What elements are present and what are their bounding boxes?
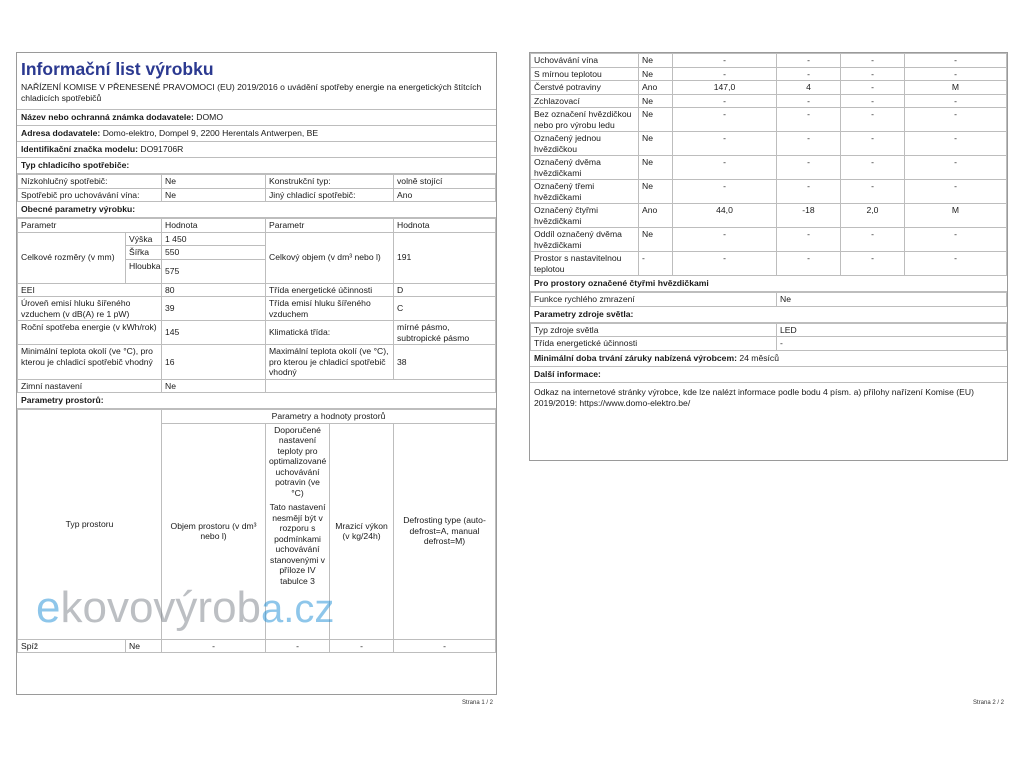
- table-row: [531, 204, 1007, 228]
- eei-label: EEI: [18, 283, 162, 297]
- comp-defrost: -: [905, 54, 1007, 68]
- comp-defrost: -: [905, 67, 1007, 81]
- light-type-label: Typ zdroje světla: [531, 323, 777, 337]
- comp-type: Oddíl označený dvěma hvězdičkami: [531, 228, 639, 252]
- col-param: Parametr: [266, 219, 394, 233]
- comp-freeze: -: [841, 54, 905, 68]
- height-value: 1 450: [162, 232, 266, 246]
- comp-freeze: -: [841, 81, 905, 95]
- compartment-heading: Parametry prostorů:: [17, 393, 496, 409]
- warranty-row: [530, 351, 1007, 367]
- wine-storage-label: Spotřebič pro uchovávání vína:: [18, 188, 162, 202]
- table-row: [531, 132, 1007, 156]
- comp-present: -: [639, 252, 673, 276]
- comp-volume: -: [673, 54, 777, 68]
- table-row: [18, 639, 496, 653]
- min-temp-label: Minimální teplota okolí (ve °C), pro kterou je chladicí spotřebič vhodný: [18, 345, 162, 380]
- supplier-address-value: Domo-elektro, Dompel 9, 2200 Herentals Antwerpen, BE: [102, 128, 319, 138]
- annual-energy-label: Roční spotřeba energie (v kWh/rok): [18, 321, 162, 345]
- width-value: 550: [162, 246, 266, 260]
- comp-temp: -: [777, 94, 841, 108]
- comp-volume: -: [673, 94, 777, 108]
- annual-energy-value: 145: [162, 321, 266, 345]
- table-row: [531, 337, 1007, 351]
- supplier-name-value: DOMO: [196, 112, 224, 122]
- comp-temp-header: [266, 423, 330, 639]
- dimensions-label: Celkové rozměry (v mm): [18, 232, 126, 283]
- comp-temp: -: [777, 156, 841, 180]
- table-row: [531, 180, 1007, 204]
- comp-defrost: M: [905, 204, 1007, 228]
- winter-label: Zimní nastavení: [18, 379, 162, 393]
- comp-type: Čerstvé potraviny: [531, 81, 639, 95]
- pantry-temp: -: [266, 639, 330, 653]
- supplier-address-label: Adresa dodavatele:: [21, 128, 101, 138]
- compartments-table: [530, 53, 1007, 276]
- comp-type: S mírnou teplotou: [531, 67, 639, 81]
- table-row: [18, 188, 496, 202]
- comp-present: Ne: [639, 180, 673, 204]
- comp-type: Zchlazovací: [531, 94, 639, 108]
- pantry-volume: -: [162, 639, 266, 653]
- comp-type: Označený čtyřmi hvězdičkami: [531, 204, 639, 228]
- pantry-present: Ne: [126, 639, 162, 653]
- noise-label: Úroveň emisí hluku šířeného vzduchem (v dB(A) re 1 pW): [18, 297, 162, 321]
- comp-present: Ne: [639, 54, 673, 68]
- watermark-main: kovovýrob: [60, 583, 262, 632]
- climate-class-label: Klimatická třída:: [266, 321, 394, 345]
- type-heading: Typ chladicího spotřebiče:: [17, 158, 496, 174]
- fast-freeze-label: Funkce rychlého zmrazení: [531, 293, 777, 307]
- comp-temp: -: [777, 108, 841, 132]
- comp-volume: -: [673, 156, 777, 180]
- comp-defrost: M: [905, 81, 1007, 95]
- four-star-heading: Pro prostory označené čtyřmi hvězdičkami: [530, 276, 1007, 292]
- comp-freeze: -: [841, 108, 905, 132]
- further-text: Odkaz na internetové stránky výrobce, kde lze nalézt informace podle bodu 4 písm. a) přílohy nařízení Komise (EU) 2019/2019: https://www.domo-elektro.be/: [534, 386, 974, 408]
- comp-present: Ne: [639, 132, 673, 156]
- comp-defrost: -: [905, 156, 1007, 180]
- regulation-subtitle: NAŘÍZENÍ KOMISE V PŘENESENÉ PRAVOMOCI (EU) 2019/2016 o uvádění spotřeby energie na energetických štítcích chladicích spotřebičů: [21, 82, 482, 103]
- comp-type: Označený třemi hvězdičkami: [531, 180, 639, 204]
- table-row: [531, 94, 1007, 108]
- table-row: [18, 283, 496, 297]
- col-value: Hodnota: [394, 219, 496, 233]
- warranty-label: Minimální doba trvání záruky nabízená výrobcem:: [534, 352, 737, 363]
- height-label: Výška: [126, 232, 162, 246]
- table-header-row: [18, 410, 496, 424]
- low-noise-value: Ne: [162, 175, 266, 189]
- comp-freeze: -: [841, 94, 905, 108]
- model-label: Identifikační značka modelu:: [21, 144, 138, 154]
- noise-class-label: Třída emisí hluku šířeného vzduchem: [266, 297, 394, 321]
- depth-value: 575: [162, 259, 266, 283]
- comp-present: Ne: [639, 156, 673, 180]
- comp-volume: 44,0: [673, 204, 777, 228]
- pantry-type: Spíž: [18, 639, 126, 653]
- table-row: [531, 323, 1007, 337]
- construction-value: volně stojící: [394, 175, 496, 189]
- table-row: [531, 108, 1007, 132]
- page-title: Informační list výrobku: [21, 59, 214, 79]
- comp-present: Ne: [639, 94, 673, 108]
- general-heading: Obecné parametry výrobku:: [17, 202, 496, 218]
- comp-present: Ne: [639, 228, 673, 252]
- comp-volume: -: [673, 228, 777, 252]
- noise-class-value: C: [394, 297, 496, 321]
- comp-temp: -: [777, 132, 841, 156]
- comp-temp-header-2: Tato nastavení nesmějí být v rozporu s podmínkami uchovávání stanovenými v příloze IV tabulce 3: [269, 502, 326, 586]
- table-row: [18, 297, 496, 321]
- volume-value: 191: [394, 232, 496, 283]
- warranty-value: 24 měsíců: [739, 352, 780, 363]
- model-value: DO91706R: [140, 144, 184, 154]
- climate-class-value: mírné pásmo, subtropické pásmo: [394, 321, 496, 345]
- type-table: [17, 174, 496, 202]
- max-temp-value: 38: [394, 345, 496, 380]
- comp-defrost: -: [905, 180, 1007, 204]
- comp-defrost-header: Defrosting type (auto-defrost=A, manual defrost=M): [394, 423, 496, 639]
- energy-class-value: D: [394, 283, 496, 297]
- compartment-header-table: [17, 409, 496, 653]
- model-row: [17, 142, 496, 158]
- comp-freeze: -: [841, 132, 905, 156]
- comp-volume: 147,0: [673, 81, 777, 95]
- supplier-name-row: [17, 110, 496, 126]
- comp-temp: -: [777, 252, 841, 276]
- comp-params-header: Parametry a hodnoty prostorů: [162, 410, 496, 424]
- comp-defrost: -: [905, 228, 1007, 252]
- construction-label: Konstrukční typ:: [266, 175, 394, 189]
- comp-defrost: -: [905, 132, 1007, 156]
- comp-type: Označený dvěma hvězdičkami: [531, 156, 639, 180]
- page-2: [529, 52, 1008, 461]
- light-class-label: Třída energetické účinnosti: [531, 337, 777, 351]
- table-row: [18, 232, 496, 246]
- table-row: [18, 379, 496, 393]
- eei-value: 80: [162, 283, 266, 297]
- light-heading: Parametry zdroje světla:: [530, 307, 1007, 323]
- page-header: [17, 53, 496, 110]
- table-row: [531, 228, 1007, 252]
- min-temp-value: 16: [162, 345, 266, 380]
- comp-freeze: 2,0: [841, 204, 905, 228]
- table-row: [18, 175, 496, 189]
- noise-value: 39: [162, 297, 266, 321]
- comp-defrost: -: [905, 94, 1007, 108]
- comp-volume: -: [673, 67, 777, 81]
- other-appliance-label: Jiný chladicí spotřebič:: [266, 188, 394, 202]
- volume-label: Celkový objem (v dm³ nebo l): [266, 232, 394, 283]
- table-row: [531, 81, 1007, 95]
- watermark-tld: a.cz: [261, 587, 335, 631]
- comp-type: Prostor s nastavitelnou teplotou: [531, 252, 639, 276]
- col-param: Parametr: [18, 219, 162, 233]
- comp-type: Označený jednou hvězdičkou: [531, 132, 639, 156]
- comp-present: Ne: [639, 67, 673, 81]
- fast-freeze-value: Ne: [777, 293, 1007, 307]
- comp-present: Ano: [639, 204, 673, 228]
- light-class-value: -: [777, 337, 1007, 351]
- comp-freeze: -: [841, 156, 905, 180]
- winter-value: Ne: [162, 379, 266, 393]
- comp-freeze: -: [841, 228, 905, 252]
- comp-defrost: -: [905, 108, 1007, 132]
- supplier-address-row: [17, 126, 496, 142]
- comp-type: Bez označení hvězdičkou nebo pro výrobu ledu: [531, 108, 639, 132]
- comp-freeze: -: [841, 67, 905, 81]
- comp-freeze: -: [841, 180, 905, 204]
- comp-temp: -18: [777, 204, 841, 228]
- comp-volume: -: [673, 108, 777, 132]
- table-row: [18, 345, 496, 380]
- empty-cell: [266, 379, 496, 393]
- further-heading: Další informace:: [530, 367, 1007, 383]
- table-row: [531, 293, 1007, 307]
- table-row: [531, 252, 1007, 276]
- page-1-footer: Strana 1 / 2: [462, 700, 494, 706]
- comp-temp: -: [777, 54, 841, 68]
- depth-label: Hloubka: [126, 259, 162, 283]
- table-header-row: [18, 219, 496, 233]
- supplier-name-label: Název nebo ochranná známka dodavatele:: [21, 112, 194, 122]
- comp-type: Uchovávání vína: [531, 54, 639, 68]
- fast-freeze-table: [530, 292, 1007, 307]
- general-params-table: [17, 218, 496, 393]
- comp-volume: -: [673, 132, 777, 156]
- comp-freeze: -: [841, 252, 905, 276]
- watermark-e: e: [36, 583, 61, 632]
- low-noise-label: Nízkohlučný spotřebič:: [18, 175, 162, 189]
- comp-temp: 4: [777, 81, 841, 95]
- comp-defrost: -: [905, 252, 1007, 276]
- col-value: Hodnota: [162, 219, 266, 233]
- comp-temp: -: [777, 180, 841, 204]
- table-row: [531, 54, 1007, 68]
- other-appliance-value: Ano: [394, 188, 496, 202]
- comp-type-header: Typ prostoru: [18, 410, 162, 640]
- comp-volume: -: [673, 180, 777, 204]
- table-row: [531, 156, 1007, 180]
- page-2-footer: Strana 2 / 2: [973, 700, 1005, 706]
- wine-storage-value: Ne: [162, 188, 266, 202]
- comp-temp: -: [777, 67, 841, 81]
- comp-volume: -: [673, 252, 777, 276]
- comp-volume-header: Objem prostoru (v dm³ nebo l): [162, 423, 266, 639]
- pantry-defrost: -: [394, 639, 496, 653]
- comp-present: Ne: [639, 108, 673, 132]
- light-table: [530, 323, 1007, 351]
- comp-temp: -: [777, 228, 841, 252]
- comp-temp-header-1: Doporučené nastavení teploty pro optimalizované uchovávání potravin (ve °C): [269, 424, 327, 498]
- pantry-freeze: -: [330, 639, 394, 653]
- table-row: [18, 321, 496, 345]
- energy-class-label: Třída energetické účinnosti: [266, 283, 394, 297]
- light-type-value: LED: [777, 323, 1007, 337]
- comp-freeze-header: Mrazicí výkon (v kg/24h): [330, 423, 394, 639]
- width-label: Šířka: [126, 246, 162, 260]
- comp-present: Ano: [639, 81, 673, 95]
- page-1: [16, 52, 497, 695]
- max-temp-label: Maximální teplota okolí (ve °C), pro kterou je chladicí spotřebič vhodný: [266, 345, 394, 380]
- table-row: [531, 67, 1007, 81]
